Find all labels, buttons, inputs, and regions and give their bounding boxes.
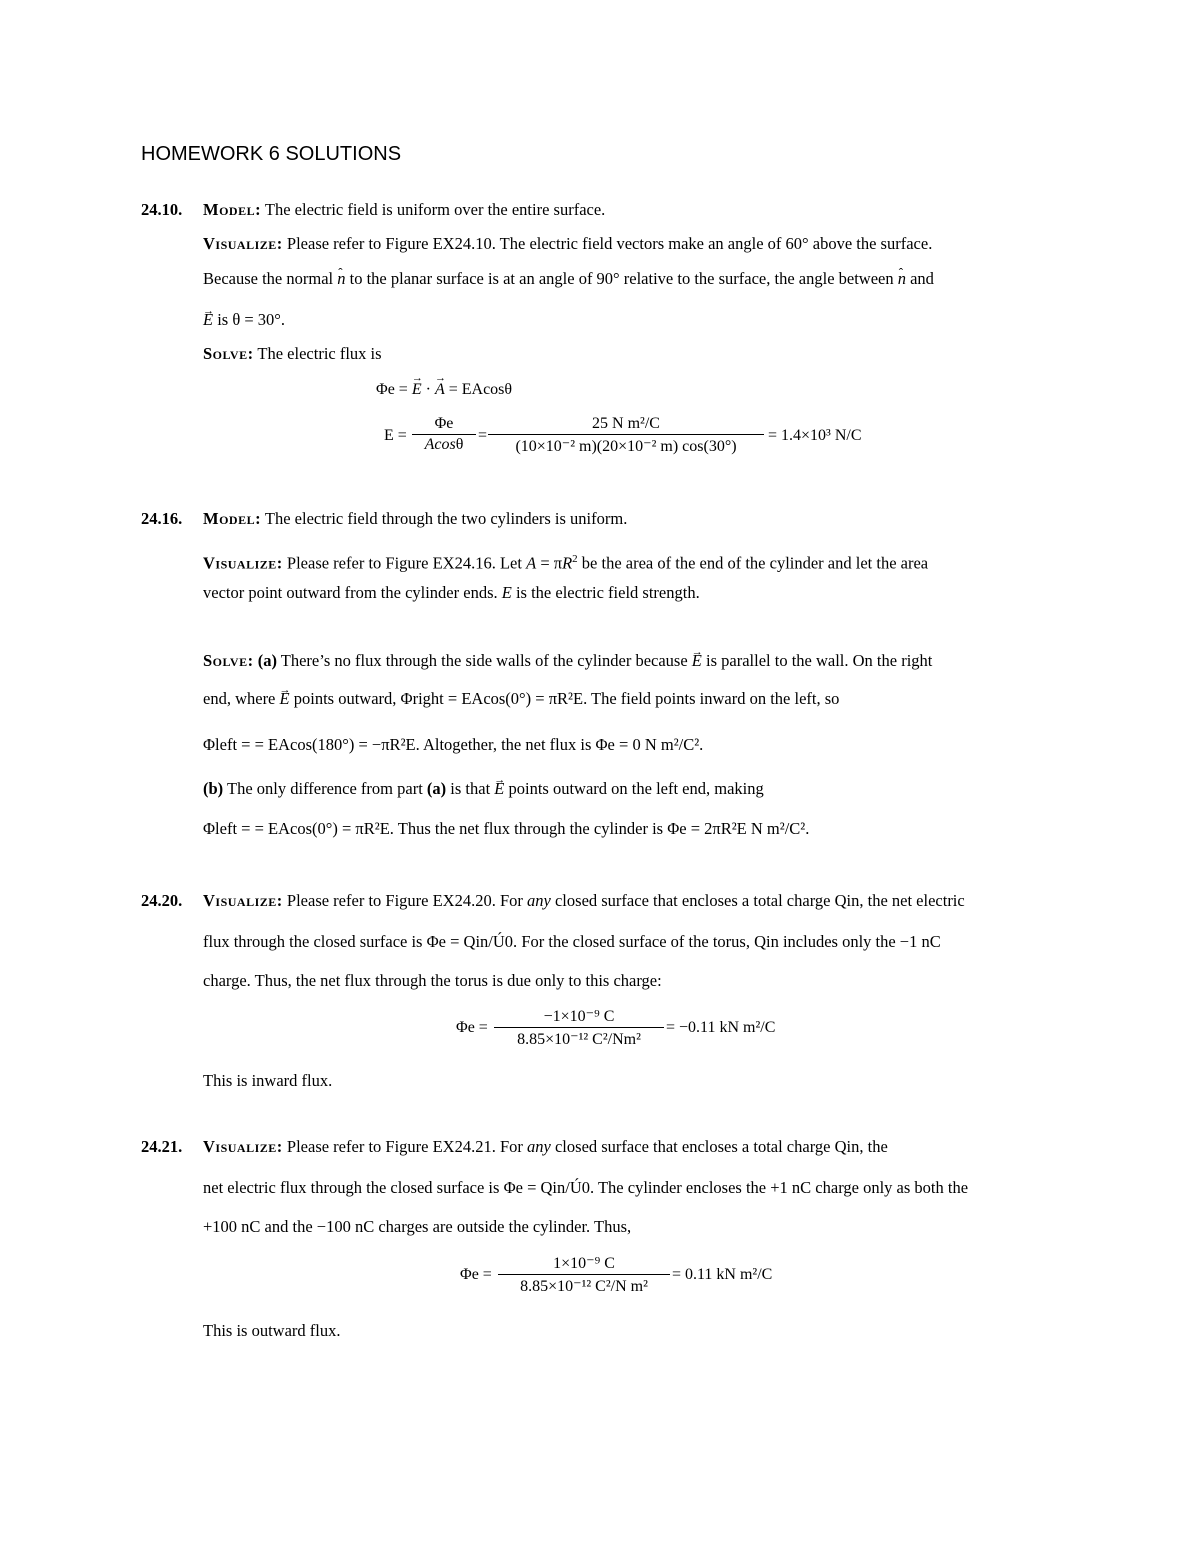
p2410-equation-1: Φe = → E · → A = EAcosθ	[376, 381, 512, 399]
p2410-visualize-text: Please refer to Figure EX24.10. The electric field vectors make an angle of 60° above the surface.	[286, 234, 933, 253]
p2420-fraction	[494, 1006, 664, 1049]
problem-number-24-21: 24.21.	[141, 1137, 183, 1156]
solve-label: Solve:	[203, 344, 254, 363]
p2421-any: any	[527, 1137, 551, 1156]
fraction-denominator: 8.85×10⁻¹² C²/N m²	[520, 1278, 648, 1295]
p2416-solve-line	[203, 650, 932, 672]
p2416-l2-a: end, where	[203, 689, 276, 708]
p2410-model-text: The electric field is uniform over the entire surface.	[264, 200, 606, 219]
p2421-closing: This is outward flux.	[203, 1321, 341, 1340]
p2416-part-b-line	[203, 778, 764, 800]
fraction-numerator: −1×10⁻⁹ C	[494, 1006, 664, 1028]
phi-e-symbol: Φe	[667, 819, 687, 838]
vector-E: → E	[280, 688, 290, 710]
p2416-vis2-a: vector point outward from the cylinder ends.	[203, 583, 498, 602]
p2420-line2	[203, 931, 941, 953]
p2420-vis-c: the net electric	[867, 891, 965, 910]
p2420-l2-b: For the closed surface of the torus,	[521, 932, 750, 951]
p2416-solve-line3	[203, 734, 703, 756]
fraction-numerator: 1×10⁻⁹ C	[498, 1253, 670, 1275]
p2416-solve-a-text: There’s no flux through the side walls of the cylinder because	[280, 651, 688, 670]
p2416-l5-a: = EAcos(0°) = πR²E.	[254, 819, 394, 838]
vector-A: → A	[435, 381, 445, 399]
p2416-model-text: The electric field through the two cylinders is uniform.	[264, 509, 628, 528]
area-formula: A	[526, 553, 537, 573]
p2410-visualize-line2	[203, 268, 934, 290]
p2416-l5-b: Thus the net flux through the cylinder is	[397, 819, 664, 838]
phi-e-symbol: Φe	[595, 735, 615, 754]
model-label: Model:	[203, 200, 262, 219]
p2421-vis-a: Please refer to Figure EX24.21. For	[286, 1137, 523, 1156]
p2420-vis-a: Please refer to Figure EX24.20. For	[286, 891, 523, 910]
p2416-vis-b: be the area of the end of the cylinder and let the area	[581, 553, 929, 573]
p2416-part-b-line2	[203, 818, 809, 840]
p2421-line2	[203, 1177, 968, 1199]
solve-label: Solve:	[203, 651, 254, 670]
part-b-label: (b)	[203, 779, 224, 798]
p2410-eq2-lhs: E =	[384, 427, 407, 444]
p2421-eq-lhs: Φe =	[460, 1266, 492, 1283]
phi-left-symbol: Φleft =	[203, 819, 251, 838]
visualize-label: Visualize:	[203, 234, 283, 253]
p2421-line3: +100 nC and the −100 nC charges are outside the cylinder. Thus,	[203, 1217, 632, 1236]
p2410-eq2-result: = 1.4×10³ N/C	[768, 427, 862, 444]
p2421-visualize-line	[203, 1136, 888, 1158]
p2416-model-line	[203, 508, 627, 530]
fraction-denominator: 8.85×10⁻¹² C²/Nm²	[517, 1031, 641, 1048]
p2410-vis2-a: Because the normal	[203, 269, 334, 288]
q-in-symbol: Qin,	[834, 1137, 864, 1156]
p2420-l2-a: flux through the closed surface is	[203, 932, 423, 951]
p2416-b-c: points outward on the left end, making	[508, 779, 764, 798]
fraction-numerator: Φe	[412, 415, 476, 435]
p2416-l2-d: The field points inward on the left, so	[591, 689, 840, 708]
visualize-label: Visualize:	[203, 553, 283, 573]
phi-left-symbol: Φleft =	[203, 735, 251, 754]
vector-E: → E	[494, 778, 504, 800]
p2410-eq1-rhs: = EAcosθ	[448, 381, 513, 398]
p2410-visualize-line	[203, 233, 932, 255]
p2420-closing: This is inward flux.	[203, 1071, 333, 1090]
p2410-fraction-2	[488, 415, 764, 456]
p2416-l2-c: = EAcos(0°) = πR²E.	[447, 689, 588, 708]
p2420-l2-c: includes only the −1 nC	[782, 932, 941, 951]
p2421-l2-b: The cylinder encloses the +1 nC charge only as both the	[597, 1178, 969, 1197]
vector-E: → E	[203, 309, 213, 331]
fraction-denominator: Acosθ	[424, 436, 464, 453]
p2416-solve-line2	[203, 688, 839, 710]
p2416-visualize-line2: vector point outward from the cylinder ends. E is the electric field strength.	[203, 583, 700, 602]
normal-n-hat: ˆ n	[337, 268, 345, 290]
flux-definition: Φe = Qin/Ú0.	[503, 1178, 595, 1197]
phi-right-symbol: Φright	[400, 689, 444, 708]
p2420-vis-b: closed surface that encloses a total charge	[554, 891, 831, 910]
page-title: HOMEWORK 6 SOLUTIONS	[141, 143, 402, 165]
p2421-vis-b: closed surface that encloses a total charge	[554, 1137, 831, 1156]
q-in-symbol: Qin,	[834, 891, 864, 910]
p2420-visualize-line	[203, 890, 965, 912]
p2410-visualize-line3	[203, 309, 285, 331]
p2416-l3-a: = EAcos(180°) = −πR²E.	[254, 735, 420, 754]
phi-e-symbol: Φe =	[376, 381, 408, 398]
model-label: Model:	[203, 509, 262, 528]
p2420-eq-result: = −0.11 kN m²/C	[666, 1019, 776, 1036]
visualize-label: Visualize:	[203, 891, 283, 910]
p2420-line3: charge. Thus, the net flux through the torus is due only to this charge:	[203, 971, 662, 990]
p2416-solve-a-text2: is parallel to the wall. On the right	[706, 651, 933, 670]
p2410-solve-line	[203, 343, 382, 365]
p2410-fraction-1	[412, 415, 476, 454]
p2421-l2-a: net electric flux through the closed surface is	[203, 1178, 500, 1197]
part-a-ref: (a)	[426, 779, 447, 798]
p2416-l3-b: Altogether, the net flux is	[422, 735, 592, 754]
p2416-l2-b: points outward,	[293, 689, 397, 708]
p2420-eq-lhs: Φe =	[456, 1019, 488, 1036]
fraction-numerator: 25 N m²/C	[488, 415, 764, 435]
part-a-label: (a)	[257, 651, 277, 670]
p2416-vis2-b: is the electric field strength.	[515, 583, 700, 602]
p2421-fraction	[498, 1253, 670, 1296]
p2421-vis-c: the	[867, 1137, 888, 1156]
p2416-b-b: is that	[450, 779, 491, 798]
p2416-l5-c: = 2πR²E N m²/C².	[690, 819, 810, 838]
p2420-any: any	[527, 891, 551, 910]
problem-number-24-10: 24.10.	[141, 200, 183, 219]
normal-n-hat-2: ˆ n	[898, 268, 906, 290]
p2410-vis3: is θ = 30°.	[217, 310, 286, 329]
p2410-solve-text: The electric flux is	[257, 344, 382, 363]
problem-number-24-16: 24.16.	[141, 509, 183, 528]
p2416-b-a: The only difference from part	[227, 779, 423, 798]
p2410-model-line	[203, 199, 605, 221]
visualize-label: Visualize:	[203, 1137, 283, 1156]
p2416-l3-c: = 0 N m²/C².	[619, 735, 704, 754]
p2410-vis2-b: to the planar surface is at an angle of 90° relative to the surface, the angle between	[349, 269, 894, 288]
p2410-vis2-c: and	[910, 269, 934, 288]
vector-E: → E	[692, 650, 702, 672]
p2416-vis-a: Please refer to Figure EX24.16. Let	[286, 553, 522, 573]
problem-number-24-20: 24.20.	[141, 891, 183, 910]
q-in-symbol: Qin	[754, 932, 779, 951]
p2421-eq-result: = 0.11 kN m²/C	[672, 1266, 773, 1283]
flux-definition: Φe = Qin/Ú0.	[426, 932, 518, 951]
p2416-visualize-line: Visualize: Please refer to Figure EX24.16. Let $A = \pi R^2$ be the area of the end of the cylinder and let the area	[203, 553, 929, 573]
fraction-denominator: (10×10⁻² m)(20×10⁻² m) cos(30°)	[515, 438, 737, 455]
vector-E: → E	[412, 381, 422, 399]
equals-sign: =	[478, 427, 488, 444]
